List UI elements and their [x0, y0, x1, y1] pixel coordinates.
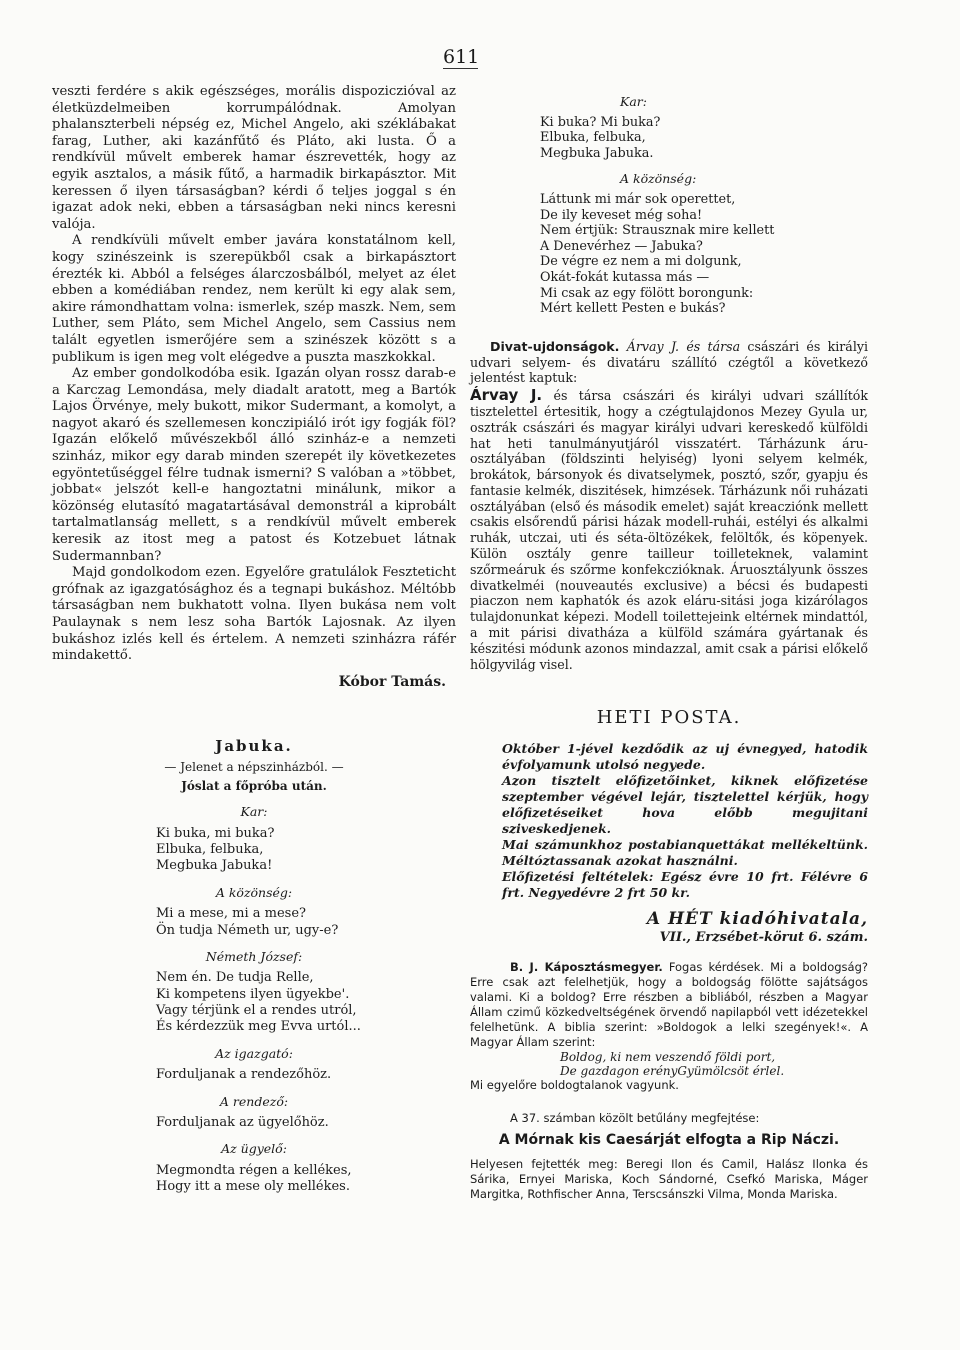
fashion-news-intro: császári és királyi udvari selyem- és divatáru szállító czégtől a következő jelentést kaptuk: [470, 338, 868, 386]
poem-line: Megbuka Jabuka. [540, 145, 654, 161]
reader-answer-body: Fogas kérdések. Mi a boldogság? Erre csak azt felelhetjük, hogy a boldogság fölötte sajátságos valami. Ki a boldog? Erre részben a bibliából, részben a Magyar Állam czimű közkedveltségének örvendő napilapból vett idézetekkel felelhetünk. A biblia szerint: »Boldogok a lelki szegények!«. A Magyar Állam szerint: [470, 960, 868, 1050]
page-number-rule [443, 68, 478, 69]
page-number: 611 [443, 46, 480, 68]
poem-line: Vagy térjünk el a rendes utról, [156, 1003, 357, 1019]
poem-speaker: Az ügyelő: [221, 1141, 287, 1157]
fashion-news-lead [470, 339, 868, 386]
quote-line: Boldog, ki nem veszendő földi port, [560, 1050, 776, 1065]
poem-line: Forduljanak a rendezőhöz. [156, 1067, 332, 1083]
riddle-intro: A 37. számban közölt betűlány megfejtése: [510, 1111, 760, 1126]
riddle-solution: A Mórnak kis Caesárját elfogta a Rip Náczi. [498, 1132, 840, 1149]
poem-line: Nem értjük: Strausznak mire kellett [540, 223, 775, 239]
poem-line: De végre ez nem a mi dolgunk, [540, 254, 742, 270]
poem-subtitle: — Jelenet a népszinházból. — [164, 759, 344, 774]
poem-line: De ily keveset még soha! [540, 207, 703, 223]
quote-line: De gazdagon erényGyümölcsöt érlel. [560, 1064, 785, 1079]
poem-line: Mi a mese, mi a mese? [156, 906, 306, 922]
poem-title: Jabuka. [215, 737, 293, 756]
fashion-firm-name: Árvay J. [470, 386, 543, 405]
riddle-solvers: Helyesen fejtették meg: Beregi Ilon és Camil, Halász Ilonka és Sárika, Ernyei Mariska, Koch Sándorné, Csefkó Mariska, Máger Margitka, Rothfischer Anna, Terscsánszki Vilma, Monda Mariska. [470, 1156, 868, 1201]
poem-line: Elbuka, felbuka, [540, 130, 646, 146]
poem-speaker: Németh József: [205, 948, 303, 964]
article-paragraph: A rendkívüli művelt ember javára konstatálnom kell, kogy szinészeink is szerepükből csak a birkapásztort érezték ki. Abból a felséges álarczosbálból, melyet az élet ebben a komédiában rendez, nem került ki egy alak sem, akire rámondhattam volna: ismerlek, szép maszk. Nem, sem Luther, sem Pláto, sem Michel Angelo, sem Cassius nem talált egyetlen ismerőjére sem a szinészek között s a publikum is igen meg volt elégedve a puszta maszkokkal. [52, 233, 456, 365]
poem-speaker: A közönség: [620, 171, 697, 187]
article-paragraph: Az ember gondolkodóba esik. Igazán olyan rossz darab-e a Karczag Lemondása, mely diadalt aratott, meg a Bartók Lajos Örvénye, mely bukott, mikor Sudermant, a komolyt, a nagyot akaró és szellemesen konczipiáló irót igy fogják föl? Igazán előkelő művészekből álló szinház-e a nemzeti szinház, mikor egy darab minden szerepét ily következetes egyöntetűséggel félre tudnak ismerni? S valóban a »többet, jobbat« jelszót kell-e hangoztatni minálunk, mikor a közönség elutasító magatartásával demonstrál a kiprobált tartalmatlanság mellett, s a rendkívül művelt emberek keresik az itost meg a patost és Kotzebuet látnak Sudermannban? [52, 366, 456, 564]
poem-subtitle-2: Jóslat a főpróba után. [181, 778, 327, 793]
poem-line: Nem én. De tudja Relle, [156, 970, 314, 986]
poem-speaker: Kar: [240, 804, 268, 820]
poem-line: Láttunk mi már sok operettet, [540, 191, 736, 207]
reader-answer-head: B. J. Káposztásmegyer. [510, 960, 663, 975]
reader-answer [470, 960, 868, 1050]
poem-speaker: A közönség: [215, 884, 293, 900]
notice: Mai számunkhoz postabianquettákat mellékeltünk. Méltóztassanak azokat használni. [502, 837, 868, 869]
poem-line: A Denevérhez — Jabuka? [540, 238, 703, 254]
section-title: HETI POSTA. [596, 707, 742, 729]
poem-line: Ön tudja Németh ur, ugy-e? [156, 922, 339, 938]
article-paragraph: veszti ferdére s akik egészséges, morális dispoziczióval az életküzdelmeiben korrumpálódnak. Amolyan phalanszterbeli népség ez, Michel Angelo, aki széklábakat farag, Luther, aki kazánfűtő és Pláto, aki lusta. Ő a rendkívül művelt emberek hamar észrevették, hogy az egyik asztalos, a másik fűtő, a harmadik birkapásztor. Mit keressen ő ilyen társaságban? kérdi ő teljes joggal s én igazat adok neki, ebben a társaságban neki nincs keresni valója. [52, 84, 456, 232]
poem-line: Megmondta régen a kellékes, [156, 1162, 352, 1178]
reader-answer-end: Mi egyelőre boldogtalanok vagyunk. [470, 1078, 679, 1093]
fashion-news-heading: Divat-ujdonságok. [490, 338, 620, 354]
article-paragraph: Majd gondolkodom ezen. Egyelőre gratulálok Feszteticht grófnak az igazgatósághoz és a tegnapi bukáshoz. Méltóbb társaságban nem bukhatott volna. Ilyen bukása nem volt Paulaynak s nem lesz soha Bartók Lajosnak. Az ilyen bukáshoz izlés kell és értelem. A nemzeti szinházra ráfér mindakettő. [52, 565, 456, 664]
poem-line: Hogy itt a mese oly mellékes. [156, 1179, 350, 1195]
publisher-address: VII., Erzsébet-körut 6. szám. [659, 929, 868, 945]
fashion-firm-text: és társa császári és királyi udvari szállítók tisztelettel értesitik, hogy a czégtulajdonos Mezey Gyula ur, osztrák császári és magyar királyi udvari kereskedő külföldi hat heti tanulmányutjáról visszatért. Tárházunk áru-osztályában (földszinti helyiség) lyoni selyem kelmék, brokátok, bársonyok és divatselymek, posztó, szőr, gyapju és fantasie kelmék, diszitések, himzések. Tárházunk női ruházati osztályában (első és második emelet) saját kreacziónk mellett csakis elsőrendű párisi házak modell-ruhái, estélyi és alkalmi ruhák, utczai, uti és séta-öltözékek, felöltők, és köpenyek. Külön osztály genre tailleur toilleteknek, valamint szőrmeáruk és szőrme konfekczióknak. Áruosztályunk összes divatkelméi (nouveautés exclusive) a bécsi és budapesti piaczon nem kaphatók és azok eláru-sitási joga kizárólagos tulajdonunkat képezi. Modell toilettejeink eltérnek mindattól, a mit párisi divatháza a külföld számára gyártanak és készitési módunk azonos mindazzal, amit csak a párisi előkelő hölgyvilág visel. [470, 388, 868, 672]
poem-line: Okát-fokát kutassa más — [540, 269, 710, 285]
poem-line: Megbuka Jabuka! [156, 858, 273, 874]
publisher-name: A HÉT kiadóhivatala, [646, 909, 868, 930]
right-column [470, 92, 868, 1202]
fashion-news-firm: Árvay J. és társa [626, 338, 741, 354]
article-signature: Kóbor Tamás. [338, 673, 446, 690]
poem-line: Ki kompetens ilyen ügyekbe'. [156, 986, 350, 1002]
poem-line: Forduljanak az ügyelőhöz. [156, 1115, 329, 1131]
poem-line: Ki buka, mi buka? [156, 825, 275, 841]
poem-speaker: Az igazgató: [215, 1045, 293, 1061]
notice: Október 1-jével kezdődik az uj évnegyed, hatodik évfolyamunk utolsó negyede. [502, 741, 868, 773]
notice: Előfizetési feltételek: Egész évre 10 frt. Félévre 6 frt. Negyedévre 2 frt 50 kr. [502, 869, 868, 901]
notice: Azon tisztelt előfizetőinket, kiknek előfizetése szeptember végével lejár, tisztelettel kérjük, hogy előfizetéseiket hova előbb megujitani sziveskedjenek. [502, 773, 868, 837]
poem-speaker: Kar: [620, 94, 647, 109]
poem-line: Mért kellett Pesten e bukás? [540, 301, 726, 317]
poem-line: Elbuka, felbuka, [156, 842, 264, 858]
poem-line: És kérdezzük meg Evva urtól... [156, 1019, 361, 1035]
left-column [52, 84, 456, 1196]
poem-speaker: A rendező: [219, 1093, 289, 1109]
poem-line: Ki buka? Mi buka? [540, 114, 661, 130]
poem-line: Mi csak az egy fölött borongunk: [540, 285, 754, 301]
fashion-news-body [470, 388, 868, 672]
